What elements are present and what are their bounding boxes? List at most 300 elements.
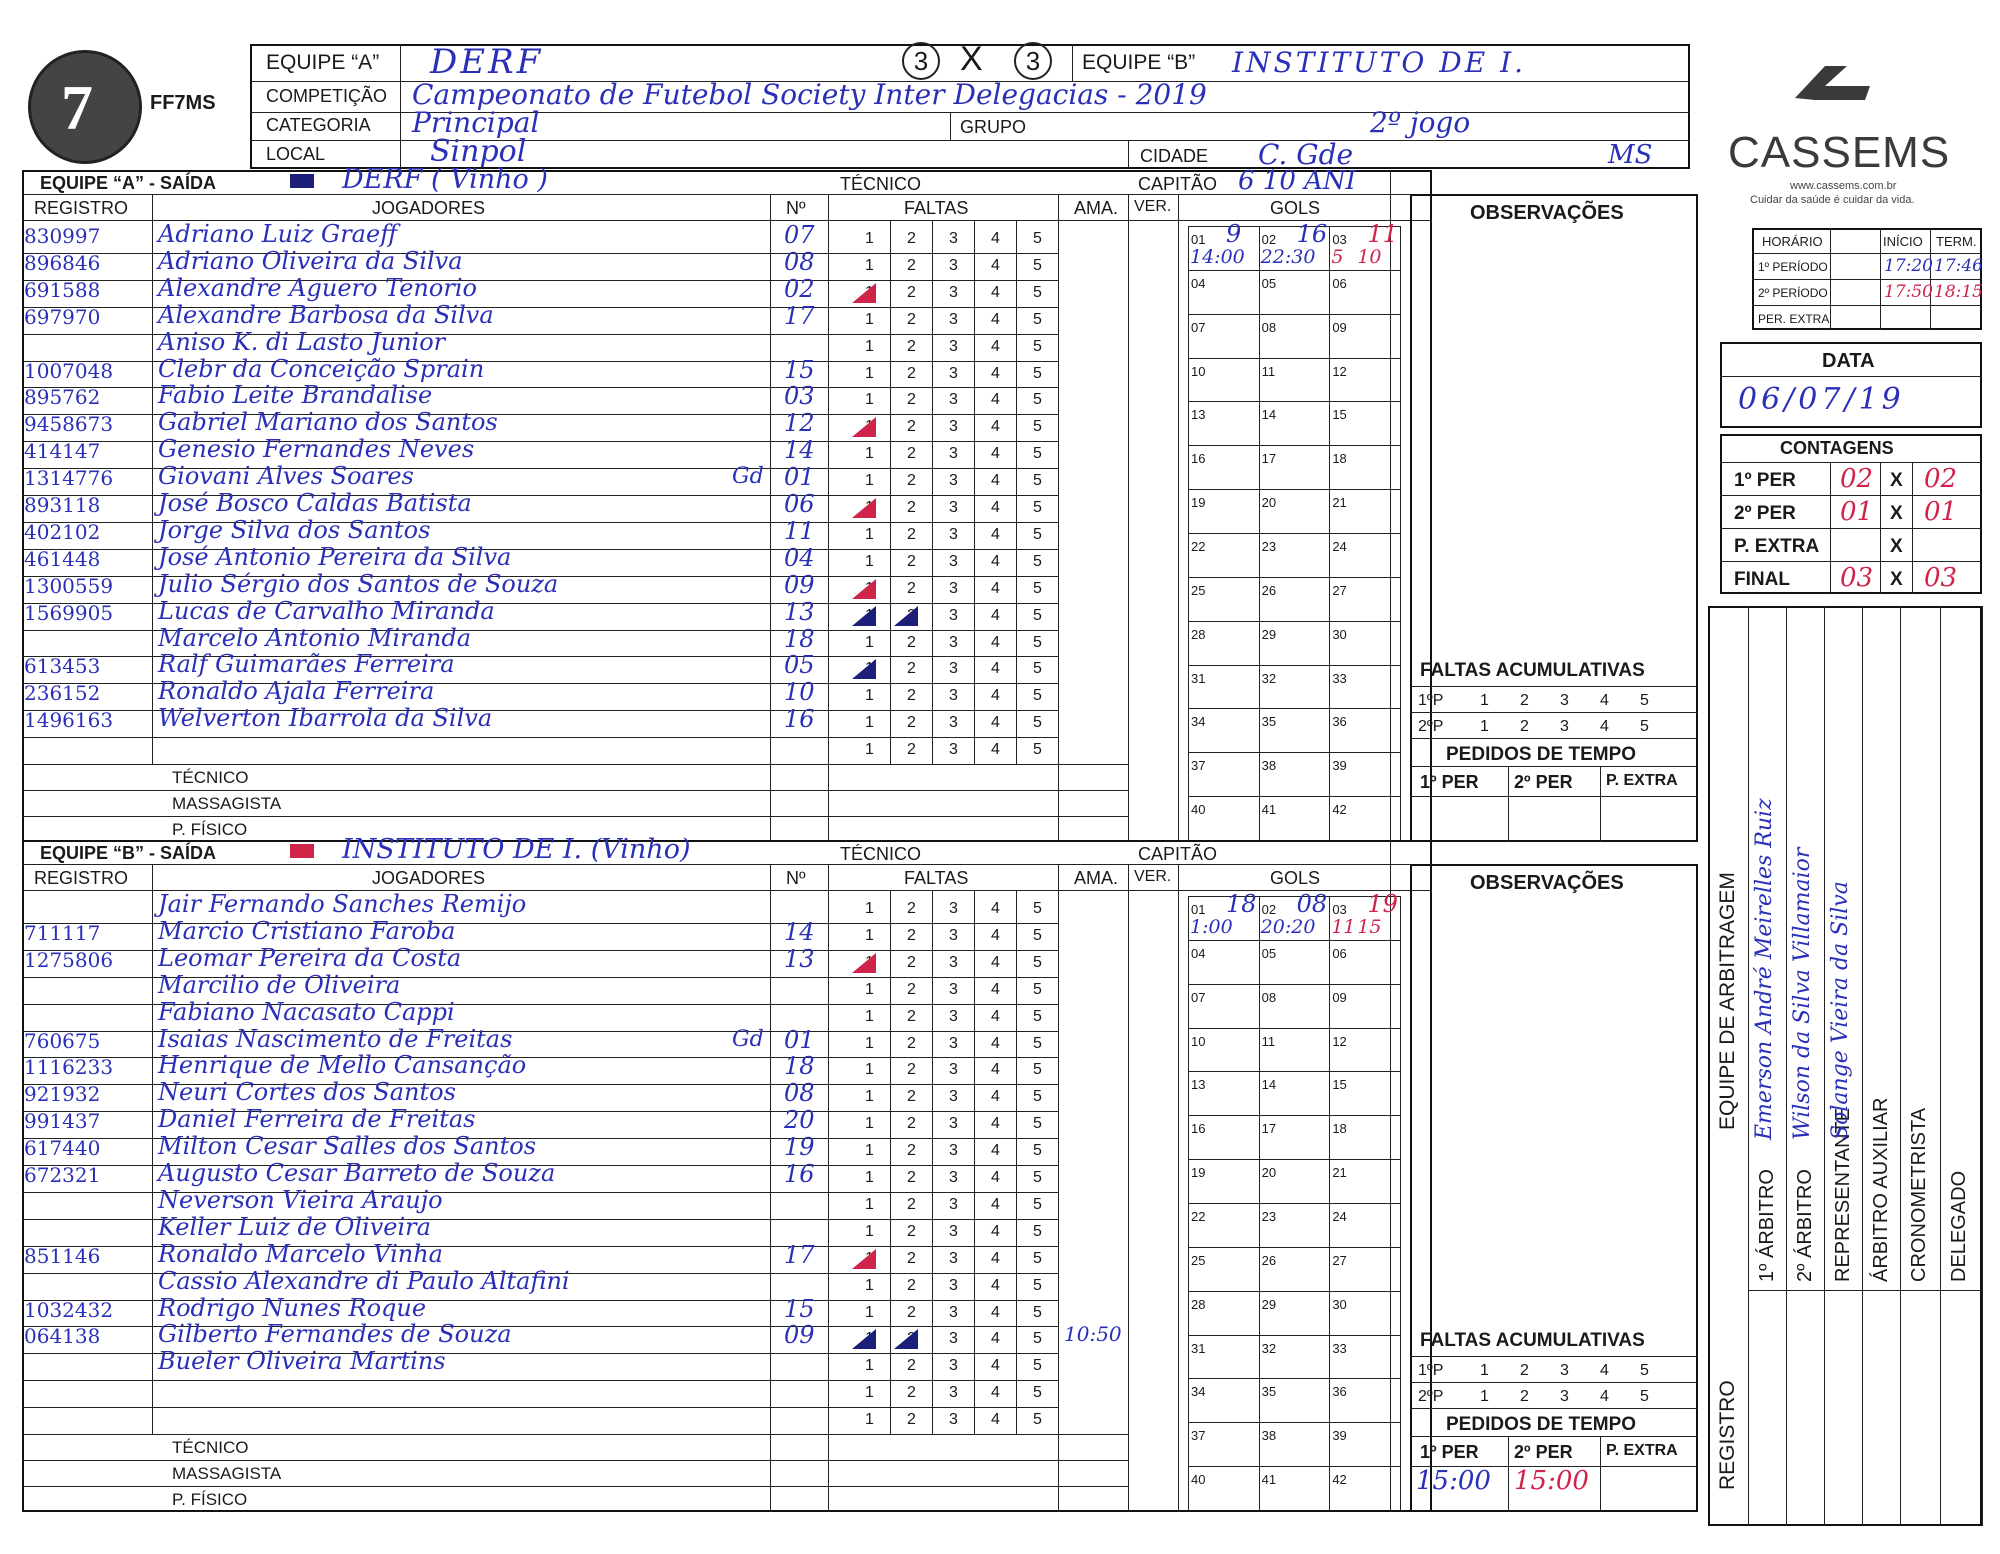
player-number[interactable]: 17 <box>784 1240 815 1269</box>
falta-number[interactable]: 2 <box>907 525 916 543</box>
gol-slot[interactable]: 30 <box>1332 626 1347 642</box>
falta-number[interactable]: 2 <box>907 472 916 490</box>
falta-number[interactable]: 1 <box>865 1276 874 1294</box>
falta-number[interactable]: 1 <box>865 337 874 355</box>
player-name[interactable]: Neuri Cortes dos Santos <box>158 1078 456 1107</box>
falta-number[interactable]: 2 <box>907 687 916 705</box>
falta-number[interactable]: 5 <box>1033 418 1042 436</box>
falta-number[interactable]: 1 <box>865 1088 874 1106</box>
falta-number[interactable]: 2 <box>907 1061 916 1079</box>
gol-slot[interactable]: 25 <box>1191 582 1206 598</box>
gol-slot[interactable]: 37 <box>1191 758 1206 774</box>
falta-number[interactable]: 2 <box>907 1142 916 1160</box>
falta-number[interactable]: 2 <box>907 337 916 355</box>
falta-number[interactable]: 4 <box>991 714 1000 732</box>
player-name[interactable]: José Bosco Caldas Batista <box>158 489 472 517</box>
falta-number[interactable]: 2 <box>907 1411 916 1429</box>
falta-number[interactable]: 1 <box>865 418 874 436</box>
falta-number[interactable]: 4 <box>991 283 1000 301</box>
player-name[interactable]: Fabio Leite Brandalise <box>158 381 433 410</box>
falta-number[interactable]: 5 <box>1033 230 1042 247</box>
falta-number[interactable]: 2 <box>907 579 916 597</box>
falta-number[interactable]: 4 <box>991 926 1000 944</box>
gol-slot[interactable]: 01 <box>1191 232 1206 247</box>
player-registro[interactable]: 1569905 <box>24 600 114 625</box>
falta-number[interactable]: 2 <box>907 1249 916 1267</box>
player-name[interactable]: Giovani Alves Soares <box>158 462 414 491</box>
falta-number[interactable]: 4 <box>991 1195 1000 1213</box>
falta-number[interactable]: 3 <box>949 1357 958 1375</box>
falta-number[interactable]: 5 <box>1033 445 1042 463</box>
falta-number[interactable]: 3 <box>949 1115 958 1133</box>
gol-slot[interactable]: 27 <box>1332 582 1347 598</box>
player-name[interactable]: Augusto Cesar Barreto de Souza <box>158 1159 556 1187</box>
gol-time-4[interactable]: 10 <box>1357 246 1382 268</box>
falta-number[interactable]: 3 <box>949 900 958 917</box>
player-name[interactable]: Julio Sérgio dos Santos de Souza <box>158 569 559 598</box>
gol-slot[interactable]: 04 <box>1191 945 1206 961</box>
player-registro[interactable]: 1314776 <box>24 466 114 491</box>
falta-number[interactable]: 1 <box>865 926 874 944</box>
falta-number[interactable]: 5 <box>1033 714 1042 732</box>
falta-number[interactable]: 1 <box>865 579 874 597</box>
player-name[interactable]: Henrique de Mello Cansanção <box>158 1051 527 1080</box>
player-number[interactable]: 19 <box>784 1133 815 1162</box>
gol-slot[interactable]: 39 <box>1332 1428 1347 1444</box>
falta-number[interactable]: 2 <box>907 1169 916 1186</box>
gol-slot[interactable]: 28 <box>1191 626 1206 642</box>
gol-slot[interactable]: 40 <box>1191 1472 1206 1488</box>
falta-number[interactable]: 1 <box>865 230 874 247</box>
contagens-b[interactable]: 02 <box>1924 464 1958 494</box>
falta-number[interactable]: 4 <box>991 499 1000 516</box>
player-number[interactable]: 16 <box>784 1160 815 1188</box>
player-number[interactable]: 14 <box>784 917 815 946</box>
falta-number[interactable]: 1 <box>865 1061 874 1079</box>
falta-acum-slot[interactable]: 4 <box>1600 1362 1609 1379</box>
player-registro[interactable]: 830997 <box>24 224 101 248</box>
arb-role-name[interactable]: Wilson da Silva Villamaior <box>1790 847 1815 1140</box>
gol-slot[interactable]: 39 <box>1332 758 1347 774</box>
player-name[interactable]: Bueler Oliveira Martins <box>158 1347 446 1376</box>
player-number[interactable]: 15 <box>784 355 815 384</box>
saida-value[interactable]: DERF ( Vinho ) <box>342 164 548 195</box>
gol-slot[interactable]: 34 <box>1191 1384 1206 1400</box>
gol-slot[interactable]: 02 <box>1261 232 1277 247</box>
falta-number[interactable]: 1 <box>865 445 874 463</box>
gol-slot[interactable]: 33 <box>1332 1340 1347 1356</box>
falta-number[interactable]: 3 <box>949 1088 958 1106</box>
falta-acum-slot[interactable]: 4 <box>1600 718 1609 735</box>
player-registro[interactable]: 064138 <box>24 1324 101 1349</box>
falta-number[interactable]: 3 <box>949 953 958 971</box>
player-name[interactable]: Rodrigo Nunes Roque <box>158 1293 427 1322</box>
gol-slot[interactable]: 05 <box>1261 275 1277 291</box>
gol-slot[interactable]: 06 <box>1332 945 1347 961</box>
falta-number[interactable]: 4 <box>991 1303 1000 1321</box>
gol-slot[interactable]: 22 <box>1191 539 1206 554</box>
ped-2-value[interactable]: 15:00 <box>1514 1466 1589 1496</box>
falta-number[interactable]: 3 <box>949 1276 958 1294</box>
falta-acum-slot[interactable]: 3 <box>1560 718 1569 735</box>
falta-number[interactable]: 1 <box>865 1411 874 1429</box>
player-number[interactable]: 18 <box>784 624 815 653</box>
falta-number[interactable]: 4 <box>991 1088 1000 1106</box>
falta-number[interactable]: 4 <box>991 741 1000 759</box>
falta-number[interactable]: 3 <box>949 714 958 732</box>
falta-number[interactable]: 4 <box>991 606 1000 624</box>
falta-number[interactable]: 3 <box>949 660 958 678</box>
player-registro[interactable]: 1032432 <box>24 1297 114 1322</box>
falta-number[interactable]: 1 <box>865 256 874 274</box>
gol-time-2[interactable]: 20:20 <box>1260 916 1316 938</box>
data-value[interactable]: 06/07/19 <box>1738 382 1905 417</box>
gol-slot[interactable]: 34 <box>1191 714 1206 730</box>
player-registro[interactable]: 613453 <box>24 654 101 679</box>
falta-acum-slot[interactable]: 2 <box>1520 1388 1529 1405</box>
falta-number[interactable]: 3 <box>949 1169 958 1186</box>
gol-slot[interactable]: 29 <box>1261 1296 1277 1312</box>
gol-slot[interactable]: 42 <box>1332 802 1347 818</box>
falta-number[interactable]: 3 <box>949 256 958 274</box>
gol-slot[interactable]: 05 <box>1261 945 1277 961</box>
falta-number[interactable]: 5 <box>1033 499 1042 516</box>
gol-slot[interactable]: 07 <box>1191 989 1206 1005</box>
falta-number[interactable]: 5 <box>1033 579 1042 597</box>
falta-number[interactable]: 3 <box>949 1142 958 1160</box>
player-number[interactable]: 01 <box>784 463 815 492</box>
gol-slot[interactable]: 38 <box>1261 758 1277 774</box>
player-registro[interactable]: 711117 <box>24 920 101 945</box>
falta-number[interactable]: 1 <box>865 472 874 490</box>
falta-number[interactable]: 3 <box>949 1195 958 1213</box>
falta-number[interactable]: 3 <box>949 606 958 624</box>
falta-number[interactable]: 2 <box>907 1034 916 1052</box>
falta-number[interactable]: 5 <box>1033 1142 1042 1160</box>
falta-number[interactable]: 1 <box>865 391 874 409</box>
gol-slot[interactable]: 18 <box>1332 1121 1347 1137</box>
player-number[interactable]: 08 <box>784 247 815 276</box>
falta-number[interactable]: 3 <box>949 687 958 705</box>
gol-time-3[interactable]: 11 <box>1331 916 1356 938</box>
falta-number[interactable]: 5 <box>1033 472 1042 490</box>
player-name[interactable]: Adriano Luiz Graeff <box>158 220 398 248</box>
gol-slot[interactable]: 42 <box>1332 1472 1347 1488</box>
falta-acum-slot[interactable]: 1 <box>1480 692 1489 709</box>
gol-slot[interactable]: 37 <box>1191 1428 1206 1444</box>
player-name[interactable]: Alexandre Barbosa da Silva <box>158 300 494 329</box>
falta-number[interactable]: 4 <box>991 445 1000 463</box>
horario-row-1-inicio[interactable]: 17:20 <box>1884 256 1933 276</box>
gol-slot[interactable]: 41 <box>1261 802 1277 818</box>
falta-acum-slot[interactable]: 2 <box>1520 692 1529 709</box>
falta-number[interactable]: 1 <box>865 364 874 382</box>
gol-slot[interactable]: 11 <box>1261 363 1276 379</box>
falta-number[interactable]: 3 <box>949 364 958 382</box>
gol-slot[interactable]: 01 <box>1191 902 1206 917</box>
falta-number[interactable]: 5 <box>1033 606 1042 624</box>
player-registro[interactable]: 414147 <box>24 439 101 464</box>
falta-number[interactable]: 2 <box>907 310 916 328</box>
gol-slot[interactable]: 10 <box>1191 363 1206 379</box>
player-number[interactable]: 08 <box>784 1079 815 1108</box>
gol-slot[interactable]: 31 <box>1191 670 1206 686</box>
gol-slot[interactable]: 02 <box>1261 902 1277 917</box>
falta-number[interactable]: 2 <box>907 1276 916 1294</box>
gol-slot[interactable]: 20 <box>1261 1165 1277 1181</box>
falta-number[interactable]: 1 <box>865 953 874 971</box>
falta-number[interactable]: 5 <box>1033 1115 1042 1133</box>
player-registro[interactable]: 893118 <box>24 493 101 517</box>
horario-row-2-term[interactable]: 18:15 <box>1934 282 1983 302</box>
falta-number[interactable]: 4 <box>991 472 1000 490</box>
falta-number[interactable]: 4 <box>991 418 1000 436</box>
gol-1[interactable]: 18 <box>1226 890 1257 918</box>
contagens-b[interactable]: 01 <box>1924 497 1958 527</box>
gol-2[interactable]: 08 <box>1296 890 1328 918</box>
player-registro[interactable]: 691588 <box>24 277 101 302</box>
arb-role-name[interactable]: Solange Vieira da Silva <box>1828 881 1853 1140</box>
falta-number[interactable]: 4 <box>991 980 1000 998</box>
player-registro[interactable]: 402102 <box>24 519 101 544</box>
player-name[interactable]: Alexandre Aguero Tenorio <box>158 273 477 302</box>
player-number[interactable]: 09 <box>784 1321 815 1350</box>
gol-slot[interactable]: 26 <box>1261 582 1277 598</box>
falta-number[interactable]: 2 <box>907 900 916 917</box>
player-name[interactable]: Cassio Alexandre di Paulo Altafini <box>158 1266 570 1295</box>
gol-3[interactable]: 19 <box>1367 890 1398 918</box>
player-number[interactable]: 10 <box>784 678 815 707</box>
falta-number[interactable]: 4 <box>991 230 1000 247</box>
gol-slot[interactable]: 19 <box>1191 1165 1206 1181</box>
falta-number[interactable]: 2 <box>907 660 916 678</box>
gol-time-1[interactable]: 14:00 <box>1190 246 1245 268</box>
player-registro[interactable]: 851146 <box>24 1243 101 1268</box>
falta-number[interactable]: 5 <box>1033 1222 1042 1240</box>
falta-number[interactable]: 2 <box>907 714 916 732</box>
player-name[interactable]: Marcilio de Oliveira <box>158 970 401 999</box>
falta-number[interactable]: 3 <box>949 1411 958 1429</box>
falta-number[interactable]: 4 <box>991 900 1000 917</box>
gol-slot[interactable]: 13 <box>1191 1077 1206 1093</box>
ama-value[interactable]: 10:50 <box>1064 1322 1122 1347</box>
falta-number[interactable]: 5 <box>1033 1061 1042 1079</box>
gol-slot[interactable]: 36 <box>1332 1384 1347 1400</box>
falta-number[interactable]: 4 <box>991 310 1000 328</box>
falta-number[interactable]: 5 <box>1033 1169 1042 1186</box>
grupo-value[interactable]: 2º jogo <box>1370 106 1471 139</box>
player-name[interactable]: José Antonio Pereira da Silva <box>158 542 512 571</box>
gol-slot[interactable]: 03 <box>1332 232 1347 247</box>
falta-number[interactable]: 3 <box>949 980 958 998</box>
falta-acum-slot[interactable]: 2 <box>1520 1362 1529 1379</box>
falta-acum-slot[interactable]: 3 <box>1560 692 1569 709</box>
falta-number[interactable]: 3 <box>949 1061 958 1079</box>
falta-number[interactable]: 5 <box>1033 1195 1042 1213</box>
gol-slot[interactable]: 09 <box>1332 989 1347 1005</box>
gol-slot[interactable]: 08 <box>1261 319 1277 335</box>
player-registro[interactable]: 921932 <box>24 1082 101 1107</box>
cidade-value[interactable]: C. Gde <box>1258 138 1354 171</box>
falta-acum-slot[interactable]: 5 <box>1640 1362 1649 1379</box>
falta-number[interactable]: 2 <box>907 552 916 570</box>
player-number[interactable]: 04 <box>784 543 815 572</box>
player-name[interactable]: Gabriel Mariano dos Santos <box>158 408 498 437</box>
falta-number[interactable]: 1 <box>865 1303 874 1321</box>
player-name[interactable]: Jair Fernando Sanches Remijo <box>158 890 527 918</box>
gol-slot[interactable]: 13 <box>1191 407 1206 423</box>
falta-number[interactable]: 4 <box>991 1249 1000 1267</box>
falta-acum-slot[interactable]: 3 <box>1560 1388 1569 1405</box>
falta-number[interactable]: 5 <box>1033 633 1042 651</box>
player-name[interactable]: Fabiano Nacasato Cappi <box>158 997 455 1026</box>
falta-number[interactable]: 3 <box>949 1384 958 1402</box>
falta-number[interactable]: 5 <box>1033 525 1042 543</box>
player-number[interactable]: 17 <box>784 301 815 330</box>
falta-number[interactable]: 3 <box>949 552 958 570</box>
falta-number[interactable]: 3 <box>949 1249 958 1267</box>
falta-acum-slot[interactable]: 1 <box>1480 718 1489 735</box>
player-name[interactable]: Ralf Guimarães Ferreira <box>158 650 455 679</box>
gol-slot[interactable]: 29 <box>1261 626 1277 642</box>
falta-number[interactable]: 4 <box>991 633 1000 651</box>
falta-number[interactable]: 4 <box>991 1384 1000 1402</box>
falta-number[interactable]: 5 <box>1033 900 1042 917</box>
falta-number[interactable]: 3 <box>949 337 958 355</box>
gol-slot[interactable]: 19 <box>1191 495 1206 511</box>
falta-number[interactable]: 3 <box>949 472 958 490</box>
gol-slot[interactable]: 41 <box>1261 1472 1277 1488</box>
falta-number[interactable]: 4 <box>991 953 1000 971</box>
gol-slot[interactable]: 22 <box>1191 1209 1206 1224</box>
falta-number[interactable]: 2 <box>907 926 916 944</box>
gol-slot[interactable]: 23 <box>1261 539 1277 554</box>
falta-number[interactable]: 3 <box>949 1007 958 1025</box>
falta-number[interactable]: 4 <box>991 1169 1000 1186</box>
player-number[interactable]: 18 <box>784 1052 815 1081</box>
player-number[interactable]: 12 <box>784 409 815 438</box>
falta-number[interactable]: 1 <box>865 1115 874 1133</box>
falta-number[interactable]: 1 <box>865 1249 874 1267</box>
falta-number[interactable]: 1 <box>865 714 874 732</box>
player-registro[interactable]: 1300559 <box>24 573 114 598</box>
player-number[interactable]: 15 <box>784 1294 815 1323</box>
falta-number[interactable]: 2 <box>907 1115 916 1133</box>
player-registro[interactable]: 672321 <box>24 1163 101 1187</box>
player-name[interactable]: Neverson Vieira Araujo <box>158 1185 443 1214</box>
falta-number[interactable]: 2 <box>907 1357 916 1375</box>
falta-number[interactable]: 2 <box>907 256 916 274</box>
falta-number[interactable]: 5 <box>1033 1330 1042 1348</box>
falta-number[interactable]: 5 <box>1033 1411 1042 1429</box>
gol-1[interactable]: 9 <box>1226 220 1242 248</box>
falta-number[interactable]: 4 <box>991 1222 1000 1240</box>
gol-slot[interactable]: 16 <box>1191 1121 1206 1137</box>
falta-number[interactable]: 4 <box>991 1276 1000 1294</box>
gol-slot[interactable]: 38 <box>1261 1428 1277 1444</box>
player-name[interactable]: Ronaldo Ajala Ferreira <box>158 677 435 706</box>
player-registro[interactable]: 1007048 <box>24 358 114 383</box>
player-number[interactable]: 14 <box>784 436 815 465</box>
falta-number[interactable]: 4 <box>991 1034 1000 1052</box>
falta-number[interactable]: 5 <box>1033 552 1042 570</box>
player-number[interactable]: 02 <box>784 274 815 303</box>
falta-number[interactable]: 5 <box>1033 1034 1042 1052</box>
falta-number[interactable]: 2 <box>907 1195 916 1213</box>
falta-number[interactable]: 5 <box>1033 337 1042 355</box>
falta-number[interactable]: 1 <box>865 525 874 543</box>
gol-slot[interactable]: 09 <box>1332 319 1347 335</box>
falta-number[interactable]: 5 <box>1033 1384 1042 1402</box>
gol-slot[interactable]: 35 <box>1261 1384 1277 1400</box>
falta-number[interactable]: 2 <box>907 741 916 759</box>
falta-acum-slot[interactable]: 5 <box>1640 718 1649 735</box>
falta-number[interactable]: 2 <box>907 445 916 463</box>
gol-slot[interactable]: 33 <box>1332 670 1347 686</box>
local-value[interactable]: Sinpol <box>430 134 527 169</box>
player-registro[interactable]: 1275806 <box>24 947 114 972</box>
gol-slot[interactable]: 35 <box>1261 714 1277 730</box>
player-name[interactable]: Daniel Ferreira de Freitas <box>158 1105 476 1134</box>
gol-slot[interactable]: 27 <box>1332 1252 1347 1268</box>
falta-number[interactable]: 2 <box>907 606 916 624</box>
falta-number[interactable]: 1 <box>865 1169 874 1186</box>
player-registro[interactable]: 1496163 <box>24 708 114 733</box>
saida-value[interactable]: INSTITUTO DE I. (Vinho) <box>342 834 691 865</box>
gol-slot[interactable]: 12 <box>1332 363 1347 379</box>
gol-slot[interactable]: 32 <box>1261 670 1277 686</box>
falta-number[interactable]: 4 <box>991 1142 1000 1160</box>
player-registro[interactable]: 895762 <box>24 385 101 410</box>
player-name[interactable]: Keller Luiz de Oliveira <box>158 1212 431 1241</box>
falta-number[interactable]: 1 <box>865 552 874 570</box>
falta-number[interactable]: 3 <box>949 310 958 328</box>
falta-number[interactable]: 5 <box>1033 391 1042 409</box>
falta-number[interactable]: 4 <box>991 256 1000 274</box>
falta-number[interactable]: 2 <box>907 499 916 516</box>
falta-number[interactable]: 2 <box>907 391 916 409</box>
gol-slot[interactable]: 21 <box>1332 1165 1347 1181</box>
player-registro[interactable]: 236152 <box>24 681 101 706</box>
player-registro[interactable]: 760675 <box>24 1028 101 1053</box>
player-registro[interactable]: 461448 <box>24 546 101 571</box>
gol-time-2[interactable]: 22:30 <box>1260 246 1316 268</box>
player-number[interactable]: 16 <box>784 705 815 734</box>
falta-number[interactable]: 3 <box>949 1222 958 1240</box>
falta-number[interactable]: 5 <box>1033 364 1042 382</box>
player-number[interactable]: 13 <box>784 944 815 973</box>
gol-slot[interactable]: 08 <box>1261 989 1277 1005</box>
player-name[interactable]: Marcelo Antonio Miranda <box>158 623 472 652</box>
horario-row-1-term[interactable]: 17:46 <box>1934 256 1983 276</box>
falta-number[interactable]: 4 <box>991 1115 1000 1133</box>
falta-number[interactable]: 2 <box>907 283 916 301</box>
player-registro[interactable]: 617440 <box>24 1136 101 1161</box>
falta-number[interactable]: 2 <box>907 1088 916 1106</box>
gol-slot[interactable]: 25 <box>1191 1252 1206 1268</box>
falta-number[interactable]: 5 <box>1033 980 1042 998</box>
falta-number[interactable]: 1 <box>865 606 874 624</box>
falta-number[interactable]: 1 <box>865 499 874 516</box>
falta-number[interactable]: 5 <box>1033 283 1042 301</box>
falta-number[interactable]: 1 <box>865 1330 874 1348</box>
contagens-a[interactable]: 02 <box>1840 464 1874 494</box>
player-number[interactable]: 05 <box>784 651 815 680</box>
falta-number[interactable]: 4 <box>991 579 1000 597</box>
falta-number[interactable]: 4 <box>991 552 1000 570</box>
falta-number[interactable]: 1 <box>865 1007 874 1025</box>
falta-number[interactable]: 2 <box>907 1007 916 1025</box>
